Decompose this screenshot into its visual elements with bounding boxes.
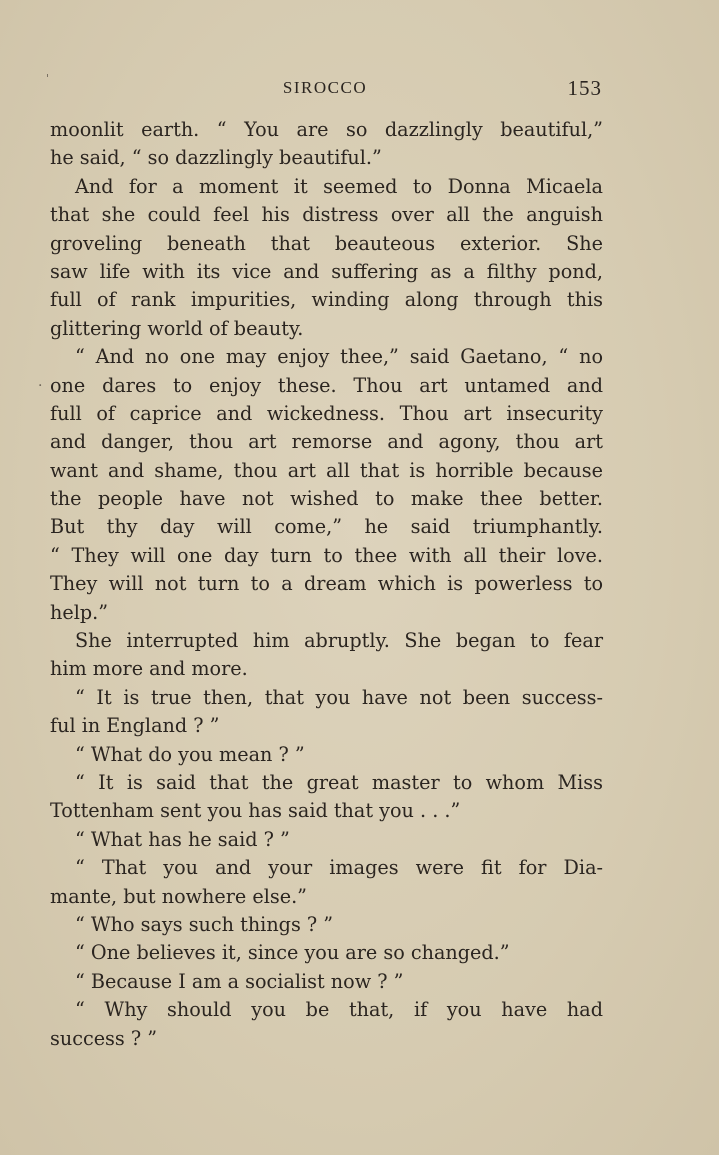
text-line: glittering world of beauty. [50,316,304,340]
text-line: “ That you and your images were fit for Dia- [75,856,603,880]
text-line: “ One believes it, since you are so changed.” [75,941,510,965]
margin-dot: · [38,378,43,394]
text-line: “ Why should you be that, if you have had [75,998,603,1022]
text-line: one dares to enjoy these. Thou art untamed and [50,373,603,397]
text-line: mante, but nowhere else.” [50,884,307,908]
text-line: “ Because I am a socialist now ? ” [75,969,404,993]
text-line: groveling beneath that beauteous exterior. She [50,231,603,255]
text-line: Tottenham sent you has said that you . . .” [50,799,461,823]
text-line: help.” [50,600,109,624]
text-line: success ? ” [50,1026,158,1050]
running-head [48,76,602,104]
text-line: the people have not wished to make thee better. [50,487,603,511]
text-line: full of caprice and wickedness. Thou art insecurity [50,401,603,425]
text-line: “ They will one day turn to thee with all their love. [50,543,603,567]
text-line: And for a moment it seemed to Donna Micaela [75,174,603,198]
text-line: him more and more. [50,657,248,681]
text-line: She interrupted him abruptly. She began to fear [75,629,603,653]
text-line: he said, “ so dazzlingly beautiful.” [50,146,382,170]
text-line: and danger, thou art remorse and agony, thou art [50,430,603,454]
text-line: moonlit earth. “ You are so dazzlingly beautiful,” [50,118,603,141]
text-line: want and shame, thou art all that is horrible because [50,458,603,482]
text-line: But thy day will come,” he said triumphantly. [50,515,603,539]
text-line: “ What do you mean ? ” [75,742,305,766]
text-line: “ It is said that the great master to whom Miss [75,770,603,794]
body-text [50,116,603,1053]
margin-speck: ' [46,72,50,85]
text-line: “ And no one may enjoy thee,” said Gaetano, “ no [75,345,603,369]
text-line: They will not turn to a dream which is powerless to [50,572,603,596]
text-line: that she could feel his distress over all the anguish [50,203,603,227]
page-number: 153 [567,76,602,100]
text-line: ful in England ? ” [50,714,220,738]
text-line: “ It is true then, that you have not been success- [75,685,603,709]
running-title: SIROCCO [282,78,368,97]
text-line: “ What has he said ? ” [75,827,290,851]
text-line: full of rank impurities, winding along through this [50,288,603,312]
text-line: saw life with its vice and suffering as a filthy pond, [50,259,603,283]
text-line: “ Who says such things ? ” [75,912,334,936]
